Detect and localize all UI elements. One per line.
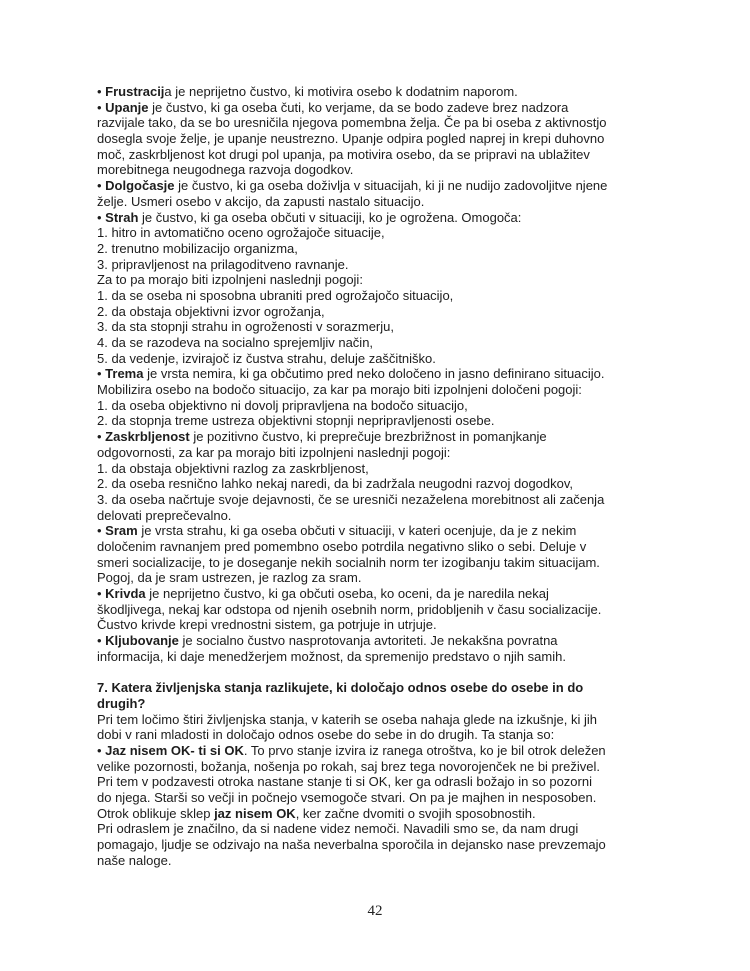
text-line (97, 272, 662, 288)
text-segment: • (97, 209, 106, 225)
heading-line (97, 696, 662, 712)
text-line (97, 759, 662, 775)
text-line (97, 727, 662, 743)
text-segment: • (97, 178, 106, 194)
text-line (97, 570, 662, 586)
text-segment: Otrok oblikuje sklep (97, 805, 215, 821)
bold-text-segment: Upanje (105, 99, 149, 115)
bold-text-segment: Krivda (105, 586, 146, 601)
text-line (97, 84, 662, 100)
text-segment: 2. da obstaja objektivni izvor ogrožanja, (97, 303, 325, 319)
text-segment: 2. trenutno mobilizacijo organizma, (97, 240, 298, 256)
text-line (97, 382, 662, 398)
text-segment: je socialno čustvo nasprotovanja avtoriteti. Je nekakšna povratna (178, 633, 558, 649)
bold-text-segment: drugih? (97, 695, 146, 711)
text-segment: a je neprijetno čustvo, ki motivira osebo k dodatnim naporom. (164, 84, 518, 99)
bold-text-segment: Jaz nisem OK- ti si OK (105, 742, 244, 758)
text-line (97, 147, 662, 163)
text-line (97, 351, 662, 367)
text-line (97, 366, 662, 382)
text-segment: 1. da obstaja objektivni razlog za zaskrbljenost, (97, 460, 369, 476)
text-segment: 3. pripravljenost na prilagoditveno ravnanje. (97, 256, 349, 272)
text-segment: • (97, 366, 106, 382)
text-segment: Za to pa morajo biti izpolnjeni naslednji pogoji: (97, 272, 363, 288)
text-segment: do njega. Starši so večji in počnejo vsemogoče stvari. On pa je majhen in nesposoben. (97, 789, 597, 805)
text-segment: želje. Usmeri osebo v akcijo, da zapusti nastalo situacijo. (97, 193, 425, 209)
text-segment: delovati preprečevalno. (97, 507, 232, 523)
text-block (97, 84, 662, 868)
text-segment: 5. da vedenje, izvirajoč iz čustva strahu, deluje zaščitniško. (97, 350, 436, 366)
text-segment: smeri socializacije, to je doseganje nekih socialnih norm ter izogibanju takim situacijam. (97, 554, 600, 570)
bold-text-segment: Zaskrbljenost (105, 429, 190, 445)
text-line (97, 210, 662, 226)
bold-text-segment: Strah (105, 209, 139, 225)
text-segment: dosegla svoje želje, je upanje neustrezno. Upanje odpira pogled naprej in krepi duhovno (97, 131, 605, 147)
text-line (97, 806, 662, 822)
text-segment: • (97, 523, 106, 539)
text-line (97, 743, 662, 759)
text-line (97, 304, 662, 320)
text-line (97, 539, 662, 555)
text-segment: • (97, 84, 106, 99)
text-line (97, 853, 662, 869)
text-segment: je čustvo, ki ga oseba doživlja v situacijah, ki ji ne nudijo zadovoljitve njene (174, 178, 608, 194)
text-line (97, 398, 662, 414)
text-segment: • (97, 99, 106, 115)
text-segment: • (97, 742, 106, 758)
text-line (97, 837, 662, 853)
text-line (97, 555, 662, 571)
text-line (97, 194, 662, 210)
text-segment: Pri tem v podzavesti otroka nastane stanje ti si OK, ker ga odrasli božajo in so pozorni (97, 774, 592, 790)
text-line (97, 100, 662, 116)
text-line (97, 476, 662, 492)
text-segment: naše naloge. (97, 852, 172, 868)
text-line (97, 288, 662, 304)
text-line (97, 821, 662, 837)
bold-text-segment: Kljubovanje (105, 633, 179, 649)
text-segment: 2. da oseba resnično lahko nekaj naredi, da bi zadržala neugodni razvoj dogodkov, (97, 476, 574, 492)
bold-text-segment: Trema (105, 366, 144, 382)
text-line (97, 225, 662, 241)
heading-line (97, 680, 662, 696)
text-segment: informacija, ki daje menedžerjem možnost, da spremenijo predstavo o njih samih. (97, 648, 566, 664)
blank-line (97, 664, 662, 680)
page-number: 42 (367, 903, 383, 919)
text-line (97, 413, 662, 429)
bold-text-segment: Dolgočasje (105, 178, 175, 194)
bold-text-segment: Sram (105, 523, 138, 539)
text-line (97, 586, 662, 602)
text-line (97, 508, 662, 524)
text-segment: odgovornosti, za kar pa morajo biti izpolnjeni naslednji pogoji: (97, 444, 451, 460)
text-segment: 1. da oseba objektivno ni dovolj pripravljena na bodočo situacijo, (97, 397, 468, 413)
text-line (97, 131, 662, 147)
text-segment: je čustvo, ki ga oseba čuti, ko verjame, da se bodo zadeve brez nadzora (148, 99, 569, 115)
text-segment: pomagajo, ljudje se odzivajo na naša neverbalna sporočila in dejansko nase prevzemajo (97, 837, 606, 852)
text-line (97, 335, 662, 351)
text-segment: moč, zaskrbljenost kot drugi pol upanja, pa motivira osebo, da se pripravi na ublažitev (97, 146, 590, 162)
text-segment: • (97, 586, 106, 601)
text-segment: 3. da oseba načrtuje svoje dejavnosti, če se uresniči nezaželena morebitnost ali začenja (97, 491, 605, 507)
text-segment: 1. hitro in avtomatično oceno ogrožajoče situacije, (97, 225, 385, 241)
text-segment: Pogoj, da je sram ustrezen, je razlog za sram. (97, 570, 362, 586)
text-segment: • (97, 429, 106, 445)
text-line (97, 178, 662, 194)
text-segment: . To prvo stanje izvira iz ranega otroštva, ko je bil otrok deležen (243, 742, 606, 758)
text-segment: določenim ravnanjem pred pomembno osebo potrdila negativno sliko o sebi. Deluje v (97, 538, 587, 554)
text-segment: je neprijetno čustvo, ki ga občuti oseba, ko oceni, da je naredila nekaj (145, 586, 549, 601)
text-segment: velike pozornosti, božanja, nošenja po rokah, saj brez tega novorojenček ne bi preživel. (97, 758, 600, 774)
text-segment: razvijale tako, da se bo uresničila njegova pomembna želja. Če pa bi oseba z aktivnostjo (97, 115, 607, 131)
text-segment: dobi v rani mladosti in določajo odnos osebe do sebe in do drugih. Ta stanja so: (97, 727, 555, 743)
text-segment: je vrsta strahu, ki ga oseba občuti v situaciji, v kateri ocenjuje, da je z nekim (137, 523, 577, 539)
text-line (97, 492, 662, 508)
text-segment: je pozitivno čustvo, ki preprečuje brezbrižnost in pomanjkanje (189, 429, 547, 445)
text-segment: morebitnega neugodnega razvoja dogodkov. (97, 162, 354, 178)
text-line (97, 162, 662, 178)
text-line (97, 633, 662, 649)
text-line (97, 115, 662, 131)
text-line (97, 319, 662, 335)
text-line (97, 774, 662, 790)
text-line (97, 445, 662, 461)
text-segment: je vrsta nemira, ki ga občutimo pred neko določeno in jasno definirano situacijo. (143, 366, 605, 382)
bold-text-segment: Frustracij (105, 84, 165, 99)
text-segment: Pri tem ločimo štiri življenjska stanja, v katerih se oseba nahaja glede na izkušnje, ki jih (97, 711, 598, 727)
text-line (97, 617, 662, 633)
text-line (97, 790, 662, 806)
text-segment: Pri odraslem je značilno, da si nadene videz nemoči. Navadili smo se, da nam drugi (97, 821, 579, 837)
text-segment: škodljivega, nekaj kar odstopa od njenih osebnih norm, pridobljenih v času socializacije. (97, 601, 602, 617)
text-line (97, 523, 662, 539)
text-line (97, 429, 662, 445)
text-line (97, 602, 662, 618)
text-segment: , ker začne dvomiti o svojih sposobnostih. (295, 805, 536, 821)
text-line (97, 241, 662, 257)
text-segment: 1. da se oseba ni sposobna ubraniti pred ogrožajočo situacijo, (97, 287, 454, 303)
text-segment: • (97, 633, 106, 649)
text-segment: Mobilizira osebo na bodočo situacijo, za kar pa morajo biti izpolnjeni določeni pogoji: (97, 382, 582, 398)
text-line (97, 649, 662, 665)
text-segment: 2. da stopnja treme ustreza objektivni stopnji nepripravljenosti osebe. (97, 413, 495, 429)
text-line (97, 461, 662, 477)
text-line (97, 257, 662, 273)
text-segment: 4. da se razodeva na socialno sprejemljiv način, (97, 335, 374, 350)
text-segment: 3. da sta stopnji strahu in ogroženosti v sorazmerju, (97, 319, 394, 335)
bold-text-segment: 7. Katera življenjska stanja razlikujete, ki določajo odnos osebe do osebe in do (97, 680, 584, 696)
text-segment: je čustvo, ki ga oseba občuti v situaciji, ko je ogrožena. Omogoča: (138, 209, 522, 225)
text-segment: Čustvo krivde krepi vrednostni sistem, ga potrjuje in utrjuje. (97, 617, 437, 633)
bold-text-segment: jaz nisem OK (214, 805, 296, 821)
text-line (97, 712, 662, 728)
